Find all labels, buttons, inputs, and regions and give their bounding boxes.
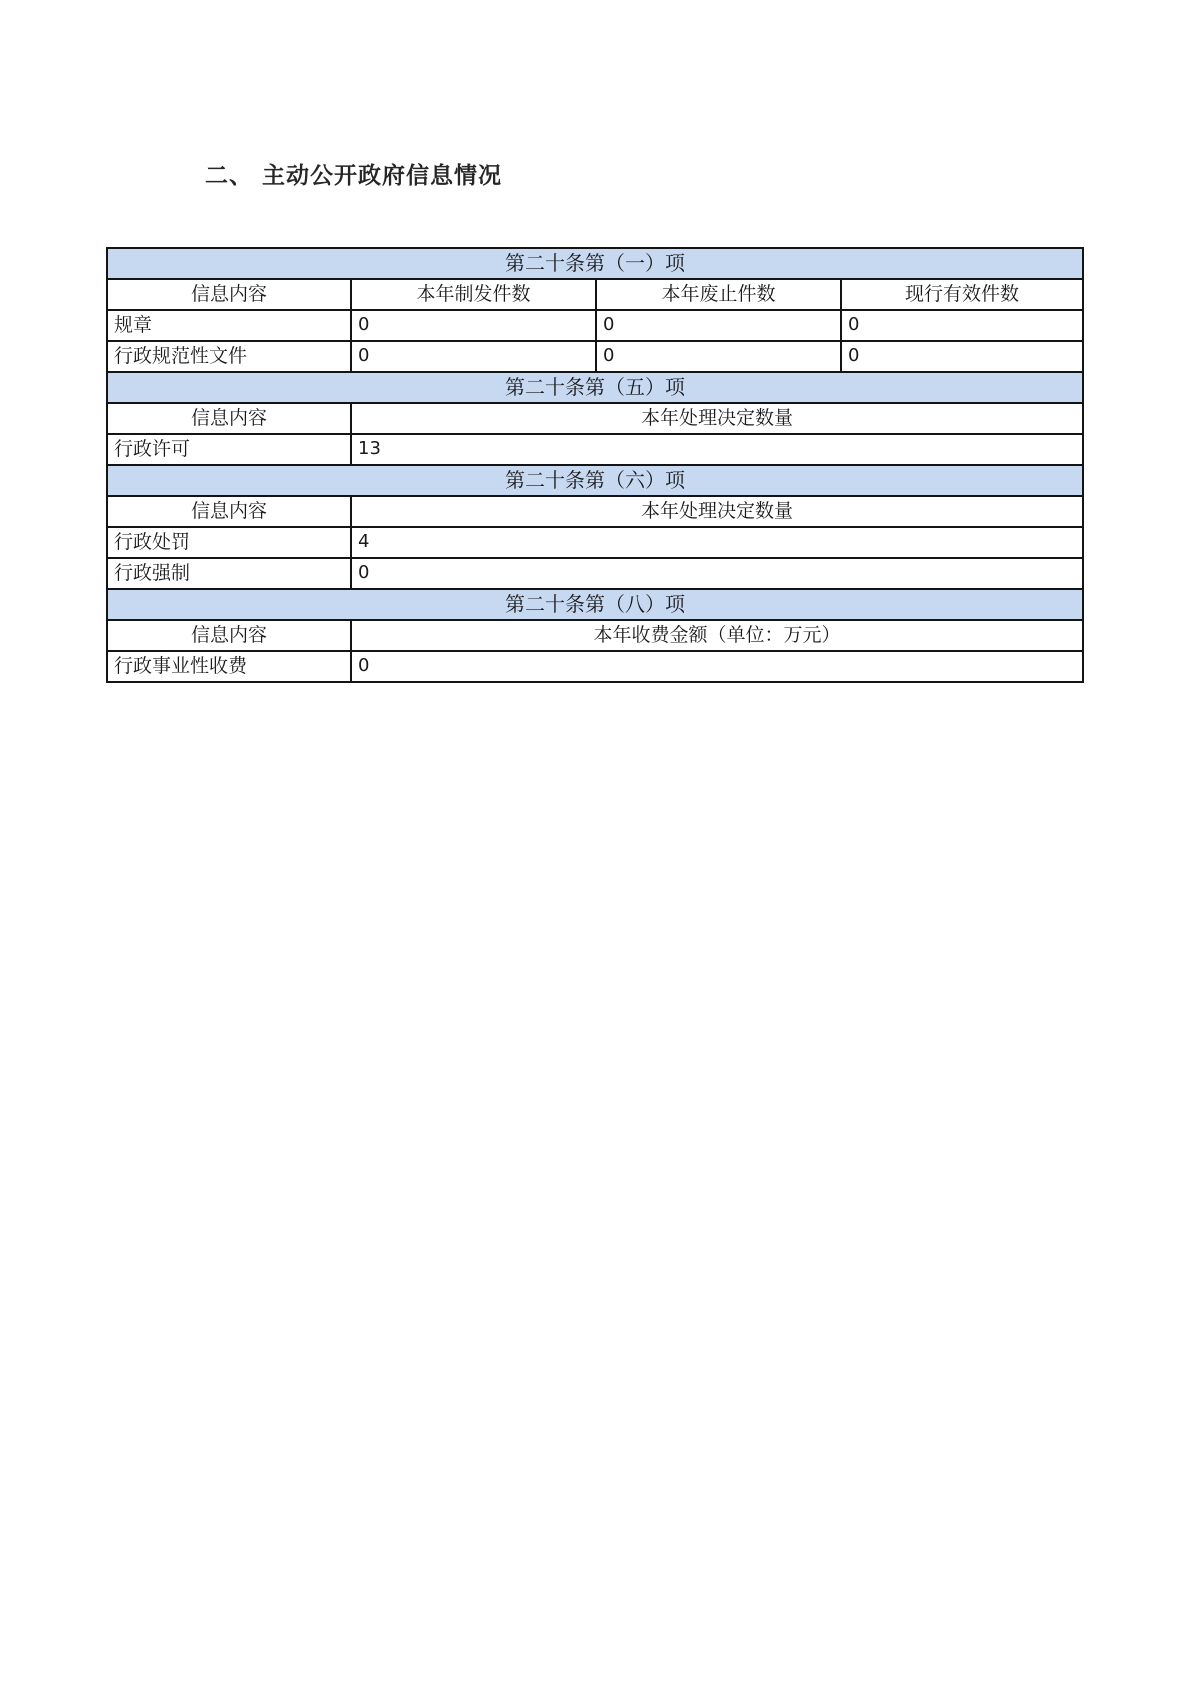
table-row [107, 341, 1083, 372]
section-2-title: 第二十条第（五）项 [107, 372, 1083, 403]
page-title: 二、 主动公开政府信息情况 [205, 162, 503, 189]
row-label: 行政强制 [107, 558, 351, 589]
table-row [107, 310, 1083, 341]
section-2-column-header-row [107, 403, 1083, 434]
section-1-header-row [107, 248, 1083, 279]
section-4-col-0: 信息内容 [107, 620, 351, 651]
section-1-col-3: 现行有效件数 [841, 279, 1083, 310]
section-3-title: 第二十条第（六）项 [107, 465, 1083, 496]
row-value: 13 [351, 434, 1083, 465]
row-label: 行政规范性文件 [107, 341, 351, 372]
row-label: 规章 [107, 310, 351, 341]
section-2-col-1: 本年处理决定数量 [351, 403, 1083, 434]
row-value: 0 [596, 310, 841, 341]
section-3-column-header-row [107, 496, 1083, 527]
section-4-column-header-row [107, 620, 1083, 651]
row-value: 0 [351, 341, 596, 372]
table-row [107, 651, 1083, 682]
disclosure-table [106, 247, 1084, 683]
section-4-header-row [107, 589, 1083, 620]
section-2-col-0: 信息内容 [107, 403, 351, 434]
row-label: 行政处罚 [107, 527, 351, 558]
section-1-column-header-row [107, 279, 1083, 310]
section-3-header-row [107, 465, 1083, 496]
section-3-col-0: 信息内容 [107, 496, 351, 527]
section-1-col-1: 本年制发件数 [351, 279, 596, 310]
row-value: 0 [351, 310, 596, 341]
section-4-title: 第二十条第（八）项 [107, 589, 1083, 620]
table-row [107, 527, 1083, 558]
row-value: 4 [351, 527, 1083, 558]
row-label: 行政许可 [107, 434, 351, 465]
table-row [107, 434, 1083, 465]
row-value: 0 [351, 651, 1083, 682]
table-row [107, 558, 1083, 589]
row-label: 行政事业性收费 [107, 651, 351, 682]
row-value: 0 [351, 558, 1083, 589]
section-1-col-2: 本年废止件数 [596, 279, 841, 310]
section-3-col-1: 本年处理决定数量 [351, 496, 1083, 527]
section-4-col-1: 本年收费金额（单位：万元） [351, 620, 1083, 651]
section-2-header-row [107, 372, 1083, 403]
row-value: 0 [841, 341, 1083, 372]
row-value: 0 [841, 310, 1083, 341]
row-value: 0 [596, 341, 841, 372]
section-1-col-0: 信息内容 [107, 279, 351, 310]
section-1-title: 第二十条第（一）项 [107, 248, 1083, 279]
